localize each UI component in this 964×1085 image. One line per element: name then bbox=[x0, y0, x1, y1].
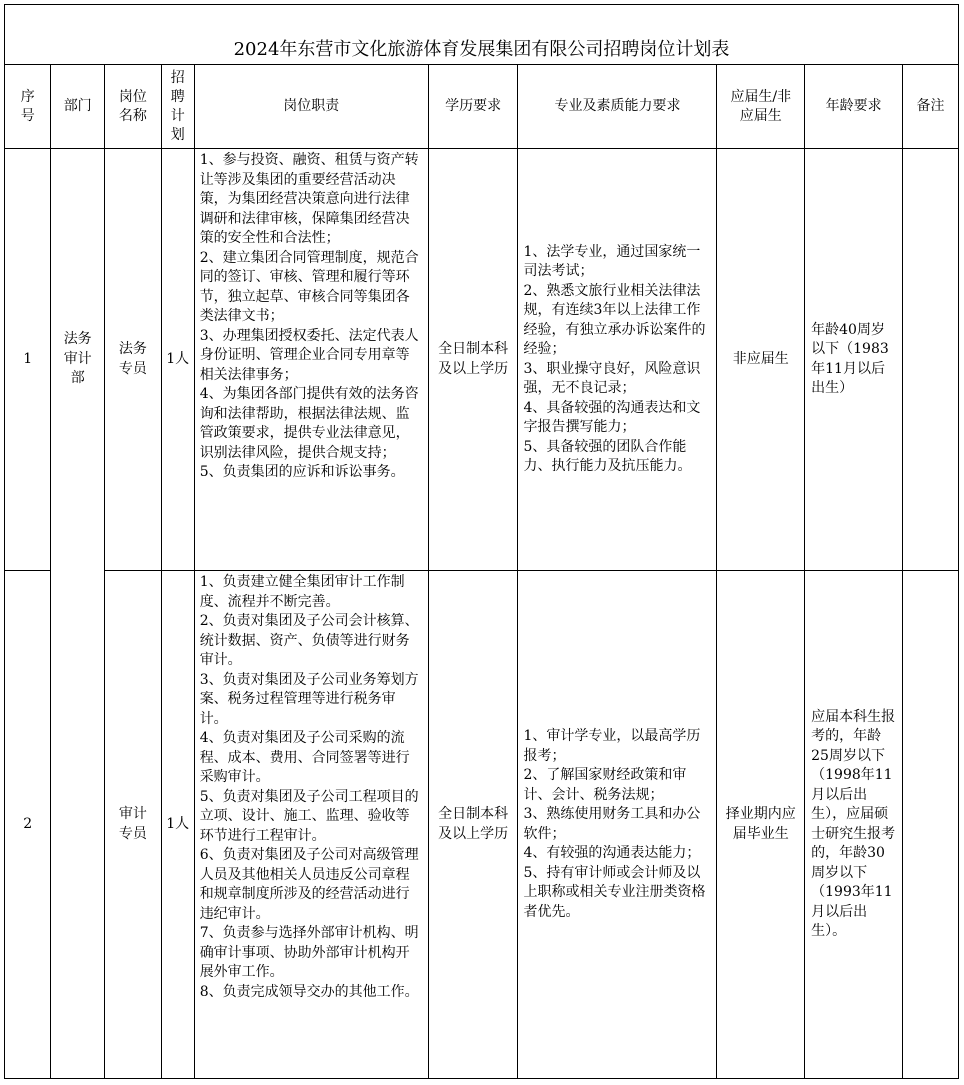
list-item: 5、持有审计师或会计师及以上职称或相关专业注册类资格者优先。 bbox=[523, 864, 706, 920]
table-row bbox=[5, 571, 959, 1079]
row-count: 1人 bbox=[161, 149, 194, 571]
list-item: 5、负责对集团及子公司工程项目的立项、设计、施工、监理、验收等环节进行工程审计。 bbox=[199, 788, 419, 844]
row-age: 年龄40周岁以下（1983年11月以后出生） bbox=[805, 149, 903, 571]
row-edu: 全日制本科及以上学历 bbox=[428, 149, 518, 571]
header-count: 招聘计划 bbox=[161, 65, 194, 149]
row-major bbox=[518, 571, 717, 1079]
list-item: 4、有较强的沟通表达能力； bbox=[523, 845, 701, 861]
header-row bbox=[5, 65, 959, 149]
header-dept: 部门 bbox=[51, 65, 105, 149]
row-post: 法务专员 bbox=[105, 149, 162, 571]
list-item: 3、负责对集团及子公司业务筹划方案、税务过程管理等进行税务审计。 bbox=[199, 671, 419, 727]
list-item: 8、负责完成领导交办的其他工作。 bbox=[199, 983, 419, 1000]
list-item: 3、办理集团授权委托、法定代表人身份证明、管理企业合同专用章等相关法律事务； bbox=[199, 327, 419, 383]
row-count: 1人 bbox=[161, 571, 194, 1079]
row-duty bbox=[194, 149, 428, 571]
list-item: 3、职业操守良好，风险意识强，无不良记录； bbox=[523, 360, 701, 396]
list-item: 2、负责对集团及子公司会计核算、统计数据、资产、负债等进行财务审计。 bbox=[199, 613, 419, 668]
row-seq: 2 bbox=[5, 571, 51, 1079]
list-item: 4、为集团各部门提供有效的法务咨询和法律帮助，根据法律法规、监管政策要求，提供专业法律意见，识别法律风险，提供合规支持； bbox=[199, 386, 419, 461]
list-item: 2、了解国家财经政策和审计、会计、税务法规； bbox=[523, 767, 687, 803]
row-duty bbox=[194, 571, 428, 1079]
header-post: 岗位名称 bbox=[105, 65, 162, 149]
header-grad: 应届生/非应届生 bbox=[717, 65, 805, 149]
list-item: 2、熟悉文旅行业相关法律法规，有连续3年以上法律工作经验，有独立承办诉讼案件的经验； bbox=[523, 282, 706, 357]
header-edu: 学历要求 bbox=[428, 65, 518, 149]
list-item: 5、具备较强的团队合作能力、执行能力及抗压能力。 bbox=[523, 438, 692, 474]
list-item: 4、具备较强的沟通表达和文字报告撰写能力； bbox=[523, 399, 701, 435]
row-grad: 择业期内应届毕业生 bbox=[717, 571, 805, 1079]
row-post: 审计专员 bbox=[105, 571, 162, 1079]
header-duty: 岗位职责 bbox=[194, 65, 428, 149]
recruitment-plan-table bbox=[4, 4, 959, 1079]
list-item: 5、负责集团的应诉和诉讼事务。 bbox=[199, 464, 405, 480]
list-item: 1、审计学专业，以最高学历报考； bbox=[523, 728, 701, 764]
header-age: 年龄要求 bbox=[805, 65, 903, 149]
header-note: 备注 bbox=[903, 65, 959, 149]
list-item: 7、负责参与选择外部审计机构、明确审计事项、协助外部审计机构开展外审工作。 bbox=[199, 925, 419, 980]
row-age: 应届本科生报考的，年龄25周岁以下（1998年11月以后出生），应届硕士研究生报考的，年龄30周岁以下（1993年11月以后出生）。 bbox=[805, 571, 903, 1079]
row-dept: 法务审计部 bbox=[51, 149, 105, 1079]
row-edu: 全日制本科及以上学历 bbox=[428, 571, 518, 1079]
table-title: 2024年东营市文化旅游体育发展集团有限公司招聘岗位计划表 bbox=[233, 38, 730, 60]
header-major: 专业及素质能力要求 bbox=[518, 65, 717, 149]
list-item: 4、负责对集团及子公司采购的流程、成本、费用、合同签署等进行采购审计。 bbox=[199, 730, 410, 785]
header-seq: 序号 bbox=[5, 65, 51, 149]
row-grad: 非应届生 bbox=[717, 149, 805, 571]
row-note bbox=[903, 571, 959, 1079]
row-seq: 1 bbox=[5, 149, 51, 571]
list-item: 1、负责建立健全集团审计工作制度、流程并不断完善。 bbox=[199, 574, 405, 610]
row-major bbox=[518, 149, 717, 571]
list-item: 2、建立集团合同管理制度，规范合同的签订、审核、管理和履行等环节，独立起草、审核合同等集团各类法律文书； bbox=[199, 249, 419, 324]
table-title-cell bbox=[5, 5, 959, 65]
table-row bbox=[5, 149, 959, 571]
list-item: 1、参与投资、融资、租赁与资产转让等涉及集团的重要经营活动决策，为集团经营决策意向进行法律调研和法律审核，保障集团经营决策的安全性和合法性； bbox=[199, 152, 419, 246]
list-item: 3、熟练使用财务工具和办公软件； bbox=[523, 806, 701, 842]
list-item: 6、负责对集团及子公司对高级管理人员及其他相关人员违反公司章程和规章制度所涉及的经营活动进行违纪审计。 bbox=[199, 847, 419, 922]
list-item: 1、法学专业，通过国家统一司法考试； bbox=[523, 243, 701, 279]
row-note bbox=[903, 149, 959, 571]
